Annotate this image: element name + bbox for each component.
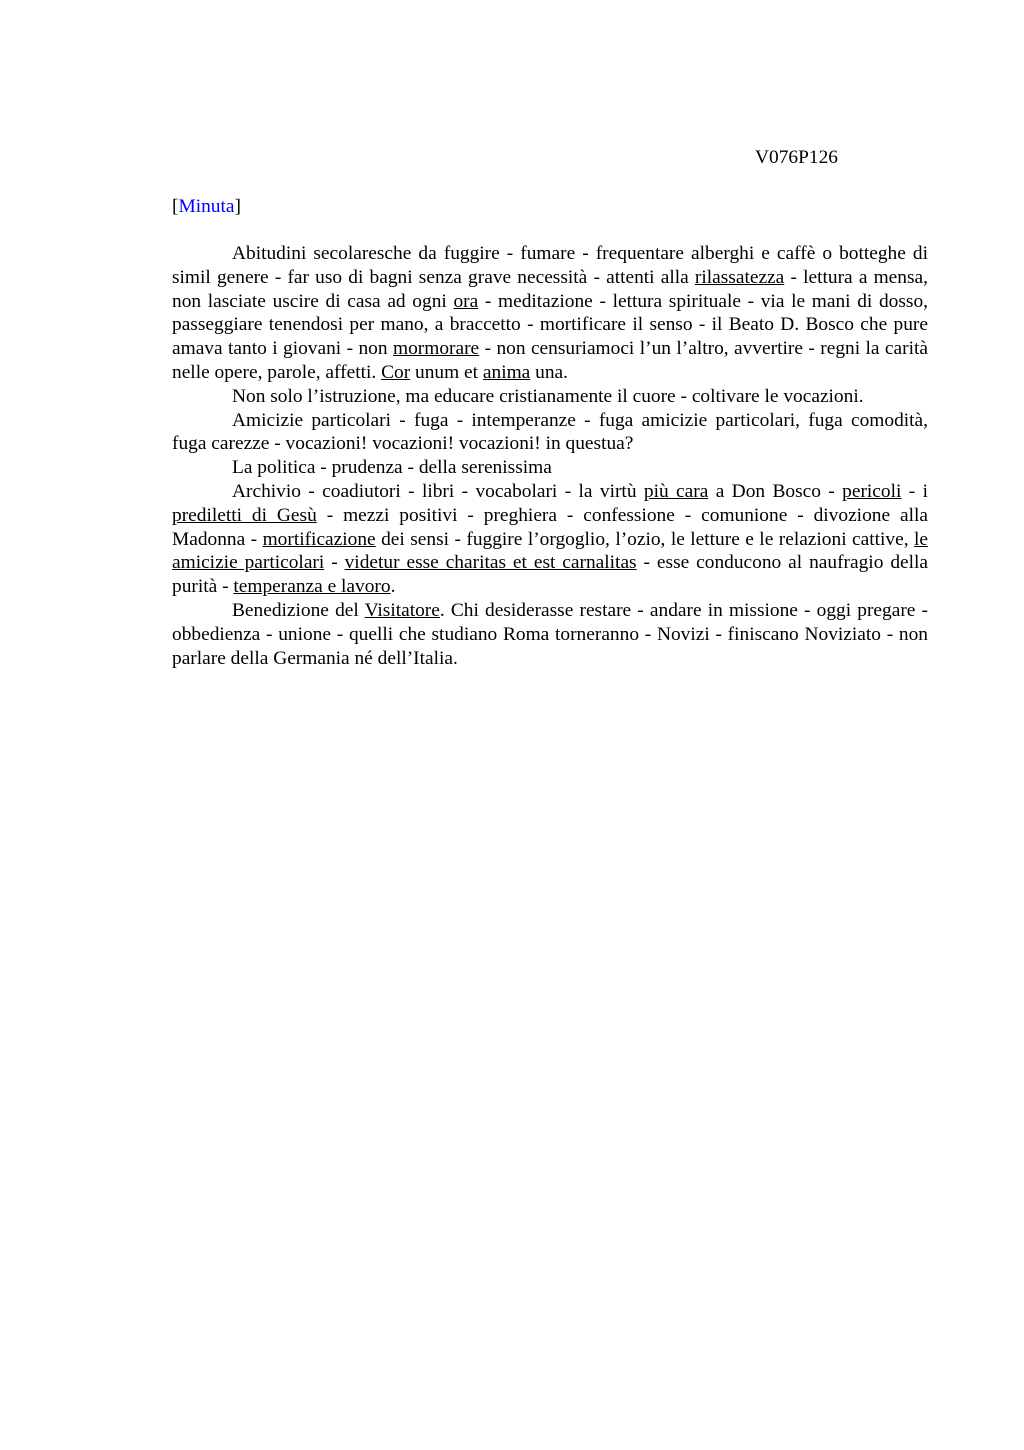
document-body — [172, 242, 928, 670]
paragraph-1 — [172, 242, 928, 385]
underlined-term: mortificazione — [262, 528, 376, 550]
text-segment: - i — [901, 480, 928, 502]
text-segment: Archivio - coadiutori - libri - vocabolari - la virtù — [232, 480, 644, 502]
text-segment: dei sensi - fuggire l’orgoglio, l’ozio, le letture e le relazioni cattive, — [375, 528, 915, 550]
bracket-open: [ — [172, 196, 179, 217]
text-segment: unum et — [410, 361, 483, 383]
text-segment: - mezzi positivi - preghiera - confessione - comunione - divozione alla Madonna - — [172, 504, 928, 550]
underlined-term: mormorare — [393, 338, 480, 360]
paragraph-5 — [172, 480, 928, 599]
text-segment: . Chi desiderasse restare - andare in missione - oggi pregare - obbedienza - unione - quelli che studiano Roma torneranno - Novizi - finiscano Noviziato - non parlare della Germania né dell’Italia. — [172, 599, 929, 669]
paragraph-6 — [172, 599, 928, 670]
underlined-term: più cara — [643, 480, 709, 502]
underlined-term: temperanza e lavoro — [233, 576, 391, 598]
text-segment: . — [390, 576, 396, 598]
underlined-term: pericoli — [842, 480, 902, 502]
text-segment: a Don Bosco - — [708, 480, 843, 502]
paragraph-3: Amicizie particolari - fuga - intemperanze - fuga amicizie particolari, fuga comodità, fuga carezze - vocazioni! vocazioni! vocazioni! in questua? — [172, 409, 928, 455]
minuta-link[interactable]: Minuta — [178, 196, 235, 217]
text-segment: - esse conducono al naufragio della purità - — [172, 552, 928, 598]
text-segment: - meditazione - lettura spirituale - via le mani di dosso, passeggiare tenendosi per mano, a braccetto - mortificare il senso - il Beato D. Bosco che pure amava tanto i giovani - non — [172, 290, 928, 360]
text-segment: - lettura a mensa, non lasciate uscire di casa ad ogni — [172, 266, 928, 312]
text-segment: Abitudini secolaresche da fuggire - fumare - frequentare alberghi e caffè o botteghe di simil genere - far uso di bagni senza grave necessità - attenti alla — [172, 243, 928, 288]
underlined-term: Visitatore — [364, 599, 440, 621]
underlined-term: Cor — [381, 361, 411, 383]
underlined-term: rilassatezza — [694, 266, 785, 288]
underlined-term: prediletti di Gesù — [172, 504, 317, 526]
text-segment: - — [324, 552, 345, 574]
underlined-term: anima — [482, 361, 531, 383]
bracket-close: ] — [234, 196, 241, 217]
underlined-term: videtur esse charitas et est carnalitas — [344, 552, 637, 574]
underlined-term: ora — [453, 290, 479, 312]
text-segment: una. — [530, 361, 568, 383]
page-reference: V076P126 — [755, 147, 838, 168]
minuta-heading — [172, 195, 241, 219]
text-segment: - non censuriamoci l’un l’altro, avvertire - regni la carità nelle opere, parole, affetti. — [172, 338, 928, 383]
paragraph-4: La politica - prudenza - della serenissima — [232, 457, 552, 479]
text-segment: Benedizione del — [232, 599, 365, 621]
paragraph-2: Non solo l’istruzione, ma educare cristianamente il cuore - coltivare le vocazioni. — [232, 385, 864, 407]
underlined-term: le amicizie particolari — [172, 528, 929, 574]
